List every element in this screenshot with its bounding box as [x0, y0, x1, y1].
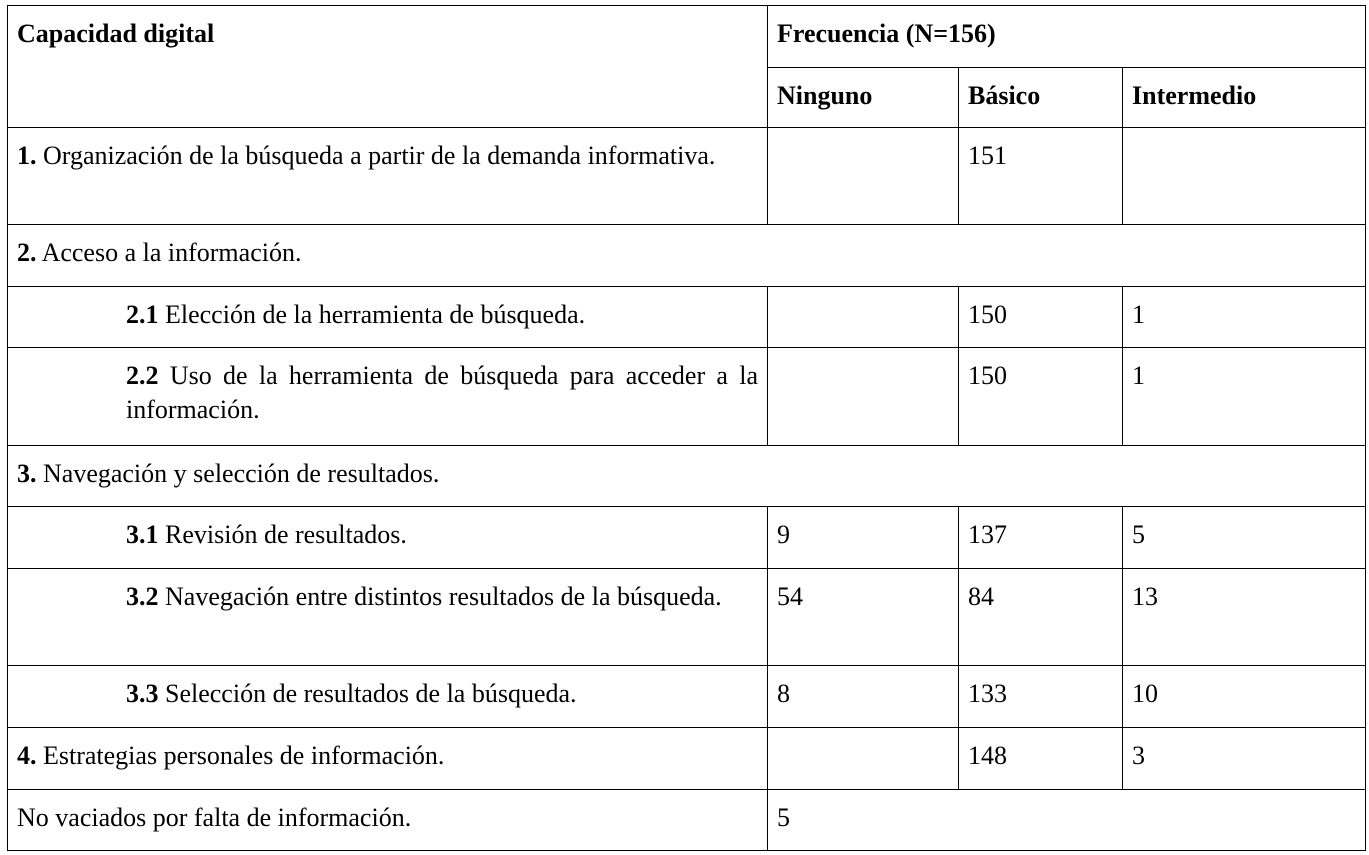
row-label	[8, 728, 768, 790]
row-number: 2.2	[126, 361, 159, 390]
cell-intermedio: 10	[1123, 666, 1366, 728]
cell-intermedio: 13	[1123, 569, 1366, 666]
cell-ninguno: 54	[768, 569, 959, 666]
row-number: 4.	[17, 741, 37, 770]
row-text: Elección de la herramienta de búsqueda.	[165, 300, 586, 329]
cell-ninguno	[768, 128, 959, 225]
row-text: Navegación y selección de resultados.	[43, 459, 440, 488]
cell-intermedio: 5	[1123, 507, 1366, 569]
row-number: 3.	[17, 459, 37, 488]
cell-basico: 84	[959, 569, 1123, 666]
section-row	[8, 225, 1366, 287]
row-label	[8, 348, 768, 446]
table-row	[8, 128, 1366, 225]
cell-basico: 137	[959, 507, 1123, 569]
cell-basico: 148	[959, 728, 1123, 790]
row-number: 2.1	[126, 300, 159, 329]
header-frequency: Frecuencia (N=156)	[768, 6, 1366, 68]
cell-basico: 133	[959, 666, 1123, 728]
cell-intermedio: 1	[1123, 287, 1366, 348]
row-label	[8, 666, 768, 728]
cell-intermedio	[1123, 128, 1366, 225]
cell-ninguno	[768, 728, 959, 790]
row-text: Navegación entre distintos resultados de la búsqueda.	[165, 582, 722, 611]
cell-basico: 150	[959, 348, 1123, 446]
digital-capacity-table	[7, 5, 1366, 851]
section-row	[8, 446, 1366, 507]
row-label	[8, 569, 768, 666]
row-label	[8, 507, 768, 569]
footer-value: 5	[768, 790, 1366, 851]
row-number: 2.	[17, 238, 37, 267]
table-row	[8, 507, 1366, 569]
row-text: Uso de la herramienta de búsqueda para acceder a la información.	[126, 361, 759, 424]
header-basico: Básico	[959, 68, 1123, 128]
row-text: Selección de resultados de la búsqueda.	[165, 679, 577, 708]
footer-row	[8, 790, 1366, 851]
row-label	[8, 446, 1366, 507]
row-text: Organización de la búsqueda a partir de la demanda informativa.	[43, 141, 716, 170]
footer-label: No vaciados por falta de información.	[8, 790, 768, 851]
cell-intermedio: 3	[1123, 728, 1366, 790]
header-intermedio: Intermedio	[1123, 68, 1366, 128]
row-number: 3.3	[126, 679, 159, 708]
cell-intermedio: 1	[1123, 348, 1366, 446]
row-text: Estrategias personales de información.	[43, 741, 445, 770]
cell-ninguno: 8	[768, 666, 959, 728]
table-row	[8, 728, 1366, 790]
table-row	[8, 348, 1366, 446]
header-ninguno: Ninguno	[768, 68, 959, 128]
table-row	[8, 287, 1366, 348]
row-label	[8, 225, 1366, 287]
row-number: 3.1	[126, 520, 159, 549]
cell-ninguno: 9	[768, 507, 959, 569]
row-text: Revisión de resultados.	[165, 520, 407, 549]
row-label	[8, 287, 768, 348]
header-capacity: Capacidad digital	[8, 6, 768, 128]
table-row	[8, 666, 1366, 728]
cell-ninguno	[768, 348, 959, 446]
row-number: 3.2	[126, 582, 159, 611]
table-row	[8, 569, 1366, 666]
row-number: 1.	[17, 141, 37, 170]
row-text: Acceso a la información.	[41, 238, 302, 267]
cell-basico: 150	[959, 287, 1123, 348]
cell-ninguno	[768, 287, 959, 348]
row-label	[8, 128, 768, 225]
cell-basico: 151	[959, 128, 1123, 225]
